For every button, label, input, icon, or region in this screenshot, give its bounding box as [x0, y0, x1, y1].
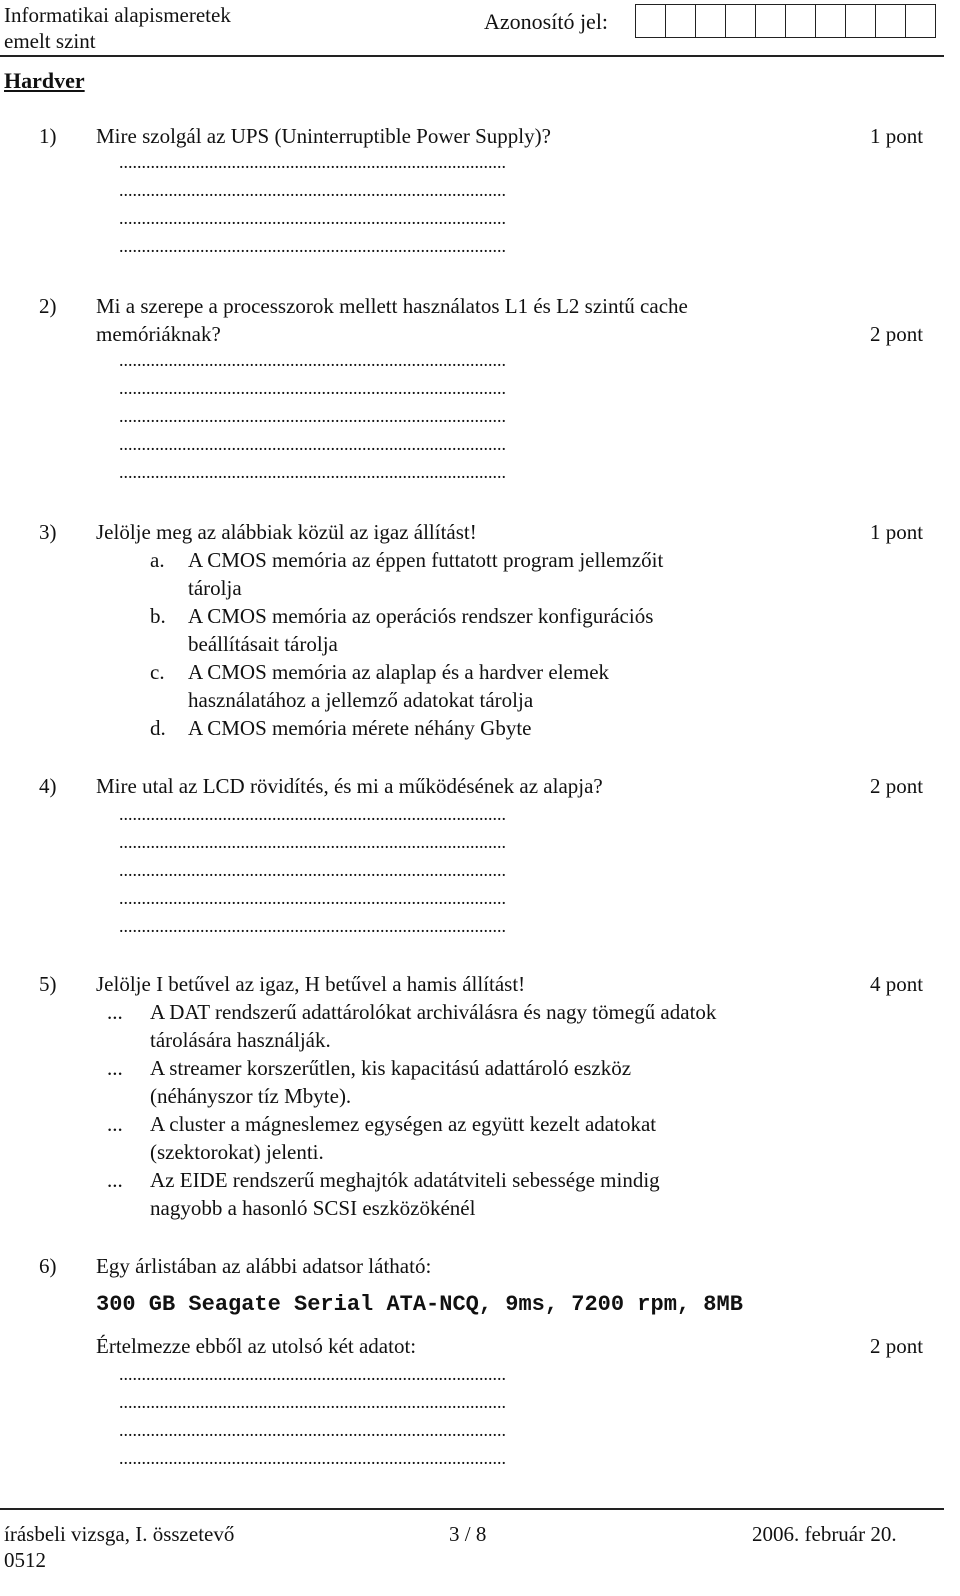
- q2-points: 2 pont: [870, 322, 924, 346]
- q5-answer-blank-2[interactable]: ...: [107, 1056, 123, 1080]
- footer-page-number: 3 / 8: [449, 1522, 487, 1546]
- q3-option-b-line2: beállításait tárolja: [188, 632, 338, 656]
- q3-option-c-line2: használatához a jellemző adatokat tárolja: [188, 688, 534, 712]
- q5-answer-blank-4[interactable]: ...: [107, 1168, 123, 1192]
- q3-option-b-letter[interactable]: b.: [150, 604, 166, 628]
- answer-line[interactable]: ......................................................................................: [119, 888, 506, 908]
- q6-points: 2 pont: [870, 1334, 924, 1358]
- header-subject-block: [4, 2, 231, 54]
- q3-option-b-line1: A CMOS memória az operációs rendszer konfigurációs: [188, 604, 654, 628]
- footer-exam-label: írásbeli vizsga, I. összetevő: [4, 1522, 235, 1546]
- q5-item-3-line1: A cluster a mágneslemez egységen az együtt kezelt adatokat: [150, 1112, 657, 1136]
- q4-points: 2 pont: [870, 774, 924, 798]
- q5-text: Jelölje I betűvel az igaz, H betűvel a hamis állítást!: [96, 972, 526, 996]
- q5-item-1-line2: tárolására használják.: [150, 1028, 331, 1052]
- answer-line[interactable]: ......................................................................................: [119, 860, 506, 880]
- q3-option-a-letter[interactable]: a.: [150, 548, 165, 572]
- q1-points: 1 pont: [870, 124, 924, 148]
- answer-line[interactable]: ......................................................................................: [119, 916, 506, 936]
- q5-item-3-line2: (szektorokat) jelenti.: [150, 1140, 324, 1164]
- id-box[interactable]: [815, 4, 846, 38]
- id-box[interactable]: [635, 4, 666, 38]
- answer-line[interactable]: ......................................................................................: [119, 462, 506, 482]
- answer-line[interactable]: ......................................................................................: [119, 406, 506, 426]
- answer-line[interactable]: ......................................................................................: [119, 804, 506, 824]
- id-box[interactable]: [755, 4, 786, 38]
- header-level: emelt szint: [4, 29, 96, 53]
- header-rule: [0, 55, 944, 57]
- id-label: Azonosító jel:: [484, 9, 609, 34]
- q5-answer-blank-1[interactable]: ...: [107, 1000, 123, 1024]
- q1-number: 1): [39, 124, 57, 148]
- q3-text: Jelölje meg az alábbiak közül az igaz állítást!: [96, 520, 477, 544]
- q6-code-line: 300 GB Seagate Serial ATA-NCQ, 9ms, 7200 rpm, 8MB: [96, 1292, 743, 1317]
- answer-line[interactable]: ......................................................................................: [119, 236, 506, 256]
- q4-number: 4): [39, 774, 57, 798]
- q5-item-2-line1: A streamer korszerűtlen, kis kapacitású adattároló eszköz: [150, 1056, 632, 1080]
- answer-line[interactable]: ......................................................................................: [119, 1364, 506, 1384]
- q5-item-2-line2: (néhányszor tíz Mbyte).: [150, 1084, 352, 1108]
- q5-number: 5): [39, 972, 57, 996]
- answer-line[interactable]: ......................................................................................: [119, 350, 506, 370]
- id-box[interactable]: [875, 4, 906, 38]
- q6-text: Egy árlistában az alábbi adatsor látható:: [96, 1254, 432, 1278]
- answer-line[interactable]: ......................................................................................: [119, 1448, 506, 1468]
- q5-points: 4 pont: [870, 972, 924, 996]
- q3-option-a-line1: A CMOS memória az éppen futtatott program jellemzőit: [188, 548, 664, 572]
- footer-date: 2006. február 20.: [752, 1522, 897, 1546]
- footer-code: 0512: [4, 1548, 46, 1572]
- answer-line[interactable]: ......................................................................................: [119, 1392, 506, 1412]
- q3-option-c-letter[interactable]: c.: [150, 660, 165, 684]
- id-box[interactable]: [905, 4, 936, 38]
- header-subject: Informatikai alapismeretek: [4, 3, 231, 27]
- id-box[interactable]: [725, 4, 756, 38]
- q3-number: 3): [39, 520, 57, 544]
- q5-item-4-line1: Az EIDE rendszerű meghajtók adatátviteli sebessége mindig: [150, 1168, 660, 1192]
- q4-text: Mire utal az LCD rövidítés, és mi a működésének az alapja?: [96, 774, 603, 798]
- footer-rule: [0, 1508, 944, 1510]
- id-box[interactable]: [845, 4, 876, 38]
- q5-item-4-line2: nagyobb a hasonló SCSI eszközökénél: [150, 1196, 476, 1220]
- q3-option-c-line1: A CMOS memória az alaplap és a hardver elemek: [188, 660, 610, 684]
- answer-line[interactable]: ......................................................................................: [119, 1420, 506, 1440]
- answer-line[interactable]: ......................................................................................: [119, 208, 506, 228]
- q5-answer-blank-3[interactable]: ...: [107, 1112, 123, 1136]
- q5-item-1-line1: A DAT rendszerű adattárolókat archiválásra és nagy tömegű adatok: [150, 1000, 717, 1024]
- answer-line[interactable]: ......................................................................................: [119, 832, 506, 852]
- id-box[interactable]: [665, 4, 696, 38]
- q6-number: 6): [39, 1254, 57, 1278]
- id-boxes[interactable]: [636, 4, 936, 38]
- answer-line[interactable]: ......................................................................................: [119, 378, 506, 398]
- answer-line[interactable]: ......................................................................................: [119, 152, 506, 172]
- q3-option-d-line1: A CMOS memória mérete néhány Gbyte: [188, 716, 532, 740]
- q2-number: 2): [39, 294, 57, 318]
- q1-text: Mire szolgál az UPS (Uninterruptible Power Supply)?: [96, 124, 551, 148]
- q3-points: 1 pont: [870, 520, 924, 544]
- q2-text-line1: Mi a szerepe a processzorok mellett használatos L1 és L2 szintű cache: [96, 294, 688, 318]
- answer-line[interactable]: ......................................................................................: [119, 434, 506, 454]
- answer-line[interactable]: ......................................................................................: [119, 180, 506, 200]
- q3-option-d-letter[interactable]: d.: [150, 716, 166, 740]
- id-box[interactable]: [785, 4, 816, 38]
- q2-text-line2: memóriáknak?: [96, 322, 221, 346]
- q6-prompt: Értelmezze ebből az utolsó két adatot:: [96, 1334, 417, 1358]
- id-box[interactable]: [695, 4, 726, 38]
- q3-option-a-line2: tárolja: [188, 576, 242, 600]
- section-title: Hardver: [4, 68, 85, 93]
